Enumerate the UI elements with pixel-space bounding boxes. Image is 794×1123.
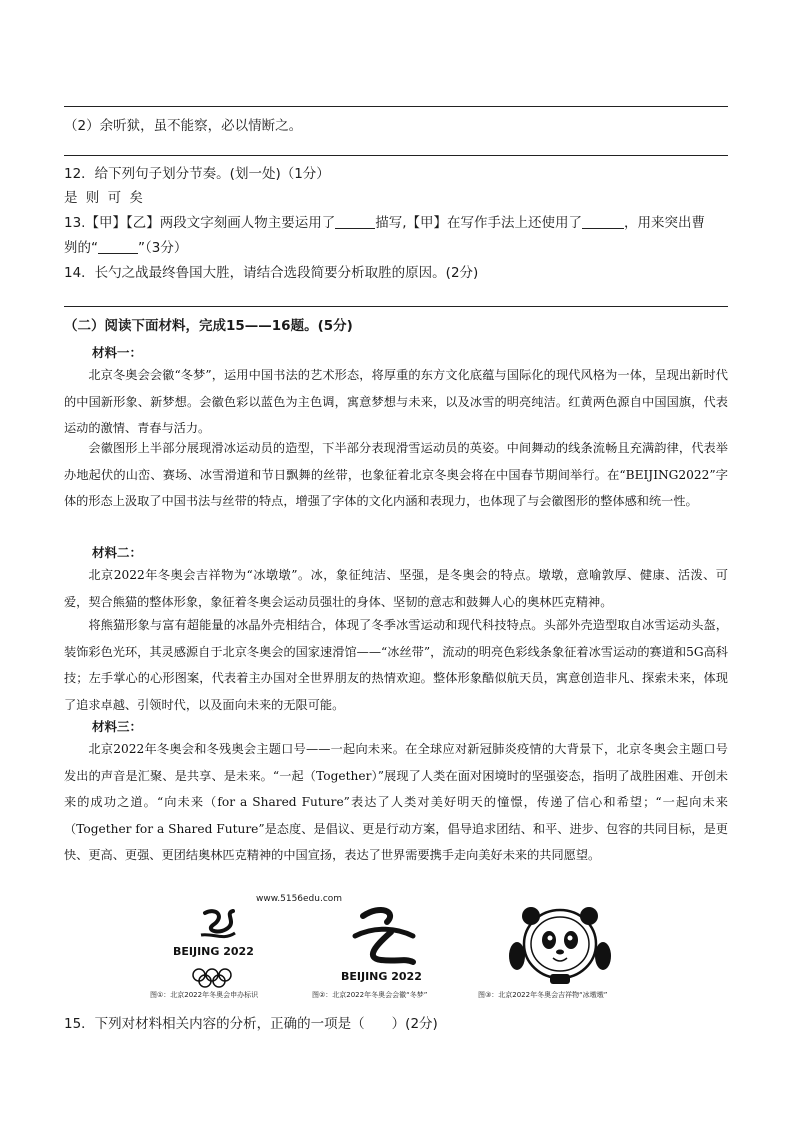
section-2-title: （二）阅读下面材料，完成15——16题。(5分): [64, 318, 353, 334]
material-3-title: 材料三：: [92, 719, 143, 734]
answer-rule: [64, 306, 728, 307]
question-14: 14．长勺之战最终鲁国大胜，请结合选段简要分析取胜的原因。(2分): [64, 265, 479, 281]
material-2-paragraph: 将熊猫形象与富有超能量的冰晶外壳相结合，体现了冬季冰雪运动和现代科技特点。头部外壳造型取自冰雪运动头盔，装饰彩色光环，其灵感源自于北京冬奥会的国家速滑馆——“冰丝带”，流动的明亮色彩线条象征着冰雪运动的赛道和5G高科技；左手掌心的心形图案，代表着主办国对全世界朋友的热情欢迎。整体形象酷似航天员，寓意创造非凡、探索未来，体现了追求卓越、引领时代，以及面向未来的无限可能。: [64, 618, 728, 712]
material-1-title: 材料一：: [92, 345, 143, 360]
material-1-paragraph: 会徽图形上半部分展现滑冰运动员的造型，下半部分表现滑雪运动员的英姿。中间舞动的线条流畅且充满韵律，代表举办地起伏的山峦、赛场、冰雪滑道和节日飘舞的丝带，也象征着北京冬奥会将在中国春节期间举行。在“BEIJING2022”字体的形态上汲取了中国书法与丝带的特点，增强了字体的文化内涵和表现力，也体现了与会徽图形的整体感和统一性。: [64, 441, 728, 508]
translation-item: （2）余听狱，虽不能察，必以情断之。: [64, 118, 303, 134]
answer-blank[interactable]: [335, 214, 375, 229]
logo-text: BEIJING 2022: [341, 970, 422, 983]
material-3-paragraph: 北京2022年冬奥会和冬残奥会主题口号——一起向未来。在全球应对新冠肺炎疫情的大背景下，北京冬奥会主题口号发出的声音是汇聚、是共享、是未来。“一起（Together）”展现了人类在面对困境时的坚强姿态，指明了战胜困难、开创未来的成功之道。“向未来（for a Shared Future”表达了人类对美好明天的憧憬，传递了信心和希望；“一起向未来（Together for a Shared Future”是态度、是倡议、更是行动方案，倡导追求团结、和平、进步、包容的共同目标，是更快、更高、更强、更团结奥林匹克精神的中国宣扬，表达了世界需要携手走向美好未来的共同愿望。: [64, 742, 728, 862]
material-1-paragraph: 北京冬奥会会徽“冬梦”，运用中国书法的艺术形态，将厚重的东方文化底蕴与国际化的现代风格为一体，呈现出新时代的中国新形象、新梦想。会徽色彩以蓝色为主色调，寓意梦想与未来，以及冰雪的明亮纯洁。红黄两色源自中国国旗，代表运动的激情、青春与活力。: [64, 368, 728, 435]
answer-rule: [64, 106, 728, 107]
watermark-url: www.5156edu.com: [256, 894, 343, 904]
answer-blank[interactable]: [582, 214, 624, 229]
emblem-image: [335, 902, 445, 987]
question-12-sentence: 是 则 可 矣: [64, 190, 145, 206]
q13-text: ，用来突出曹: [624, 215, 706, 231]
question-12: 12．给下列句子划分节奏。(划一处)（1分）: [64, 166, 330, 182]
answer-blank[interactable]: [98, 239, 138, 254]
q13-text: ”（3分）: [138, 240, 188, 256]
image-caption: 图③：北京2022年冬奥会吉祥物“冰墩墩”: [478, 991, 608, 999]
image-caption: 图①：北京2022年冬奥会申办标识: [150, 991, 259, 999]
logo-text: BEIJING 2022: [173, 945, 254, 958]
bid-logo-image: [165, 905, 305, 990]
answer-rule: [64, 155, 728, 156]
q13-text: 描写,【甲】在写作手法上还使用了: [375, 215, 583, 231]
question-15: 15．下列对材料相关内容的分析，正确的一项是（ ）(2分): [64, 1016, 438, 1032]
material-2-paragraph: 北京2022年冬奥会吉祥物为“冰墩墩”。冰，象征纯洁、坚强，是冬奥会的特点。墩墩，意喻敦厚、健康、活泼、可爱，契合熊猫的整体形象，象征着冬奥会运动员强壮的身体、坚韧的意志和鼓舞人心的奥林匹克精神。: [64, 568, 728, 609]
q13-text: 13.【甲】【乙】两段文字刻画人物主要运用了: [64, 215, 336, 231]
mascot-image: [495, 898, 625, 993]
question-13: [64, 211, 728, 236]
q13-text: 刿的“: [64, 240, 98, 256]
image-caption: 图②：北京2022年冬奥会会徽“冬梦”: [312, 991, 428, 999]
material-2-title: 材料二：: [92, 545, 143, 560]
question-13-cont: [64, 236, 728, 261]
